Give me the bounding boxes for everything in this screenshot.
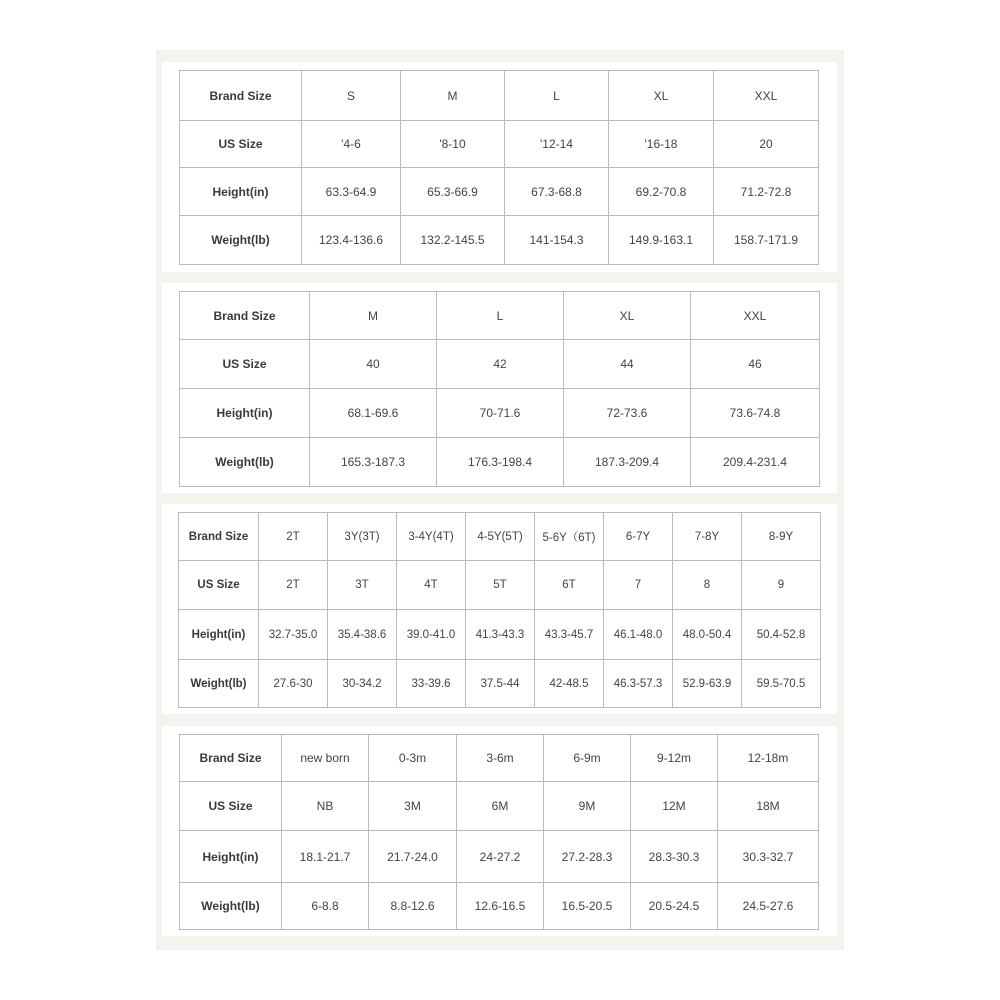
table-cell: 52.9-63.9 bbox=[673, 660, 742, 708]
table-cell: 20 bbox=[714, 121, 819, 168]
table-cell: XL bbox=[564, 292, 691, 340]
row-label: Height(in) bbox=[180, 831, 282, 883]
table-cell: 8.8-12.6 bbox=[369, 883, 457, 930]
us-size-row bbox=[180, 782, 819, 831]
height-row bbox=[179, 610, 821, 660]
table-cell: 6T bbox=[535, 561, 604, 610]
table-cell: 3T bbox=[328, 561, 397, 610]
table-cell: 30-34.2 bbox=[328, 660, 397, 708]
us-size-row bbox=[180, 340, 820, 389]
table-cell: L bbox=[505, 71, 609, 121]
table-cell: 6-8.8 bbox=[282, 883, 369, 930]
row-label: Weight(lb) bbox=[180, 438, 310, 487]
table-cell: 12M bbox=[631, 782, 718, 831]
size-chart-panel-1 bbox=[162, 62, 837, 272]
table-cell: 6-7Y bbox=[604, 513, 673, 561]
table-cell: 35.4-38.6 bbox=[328, 610, 397, 660]
table-cell: 12-18m bbox=[718, 735, 819, 782]
row-label: Brand Size bbox=[180, 735, 282, 782]
table-cell: '4-6 bbox=[302, 121, 401, 168]
table-cell: M bbox=[401, 71, 505, 121]
size-chart-panel-4 bbox=[162, 726, 837, 936]
table-cell: 67.3-68.8 bbox=[505, 168, 609, 215]
table-cell: 2T bbox=[259, 561, 328, 610]
row-label: US Size bbox=[179, 561, 259, 610]
table-cell: 42-48.5 bbox=[535, 660, 604, 708]
table-cell: 7 bbox=[604, 561, 673, 610]
table-cell: 65.3-66.9 bbox=[401, 168, 505, 215]
table-cell: 9-12m bbox=[631, 735, 718, 782]
row-label: Brand Size bbox=[179, 513, 259, 561]
height-row bbox=[180, 831, 819, 883]
table-cell: 46.1-48.0 bbox=[604, 610, 673, 660]
table-cell: 176.3-198.4 bbox=[437, 438, 564, 487]
row-label: US Size bbox=[180, 340, 310, 389]
size-chart-panel-2 bbox=[162, 283, 837, 493]
table-cell: 24-27.2 bbox=[457, 831, 544, 883]
table-cell: 27.2-28.3 bbox=[544, 831, 631, 883]
table-cell: 73.6-74.8 bbox=[691, 389, 820, 438]
height-row bbox=[180, 168, 819, 215]
table-cell: 123.4-136.6 bbox=[302, 215, 401, 264]
table-cell: 71.2-72.8 bbox=[714, 168, 819, 215]
us-size-row bbox=[179, 561, 821, 610]
table-cell: 48.0-50.4 bbox=[673, 610, 742, 660]
size-table-2 bbox=[179, 291, 820, 487]
table-cell: 2T bbox=[259, 513, 328, 561]
table-cell: '12-14 bbox=[505, 121, 609, 168]
table-cell: 4-5Y(5T) bbox=[466, 513, 535, 561]
table-cell: 33-39.6 bbox=[397, 660, 466, 708]
size-table-1 bbox=[179, 70, 819, 265]
brand-size-row bbox=[180, 71, 819, 121]
size-table-4 bbox=[179, 734, 819, 930]
row-label: Height(in) bbox=[180, 389, 310, 438]
table-cell: XXL bbox=[691, 292, 820, 340]
brand-size-row bbox=[180, 292, 820, 340]
table-cell: 30.3-32.7 bbox=[718, 831, 819, 883]
table-cell: 5-6Y（6T) bbox=[535, 513, 604, 561]
table-cell: 44 bbox=[564, 340, 691, 389]
row-label: US Size bbox=[180, 121, 302, 168]
table-cell: 209.4-231.4 bbox=[691, 438, 820, 487]
table-cell: 72-73.6 bbox=[564, 389, 691, 438]
table-cell: 158.7-171.9 bbox=[714, 215, 819, 264]
table-cell: 50.4-52.8 bbox=[742, 610, 821, 660]
table-cell: M bbox=[310, 292, 437, 340]
row-label: Brand Size bbox=[180, 292, 310, 340]
size-table-3 bbox=[178, 512, 821, 708]
weight-row bbox=[179, 660, 821, 708]
table-cell: 46 bbox=[691, 340, 820, 389]
row-label: US Size bbox=[180, 782, 282, 831]
table-cell: 68.1-69.6 bbox=[310, 389, 437, 438]
table-cell: 8 bbox=[673, 561, 742, 610]
table-cell: S bbox=[302, 71, 401, 121]
table-cell: 40 bbox=[310, 340, 437, 389]
table-cell: 37.5-44 bbox=[466, 660, 535, 708]
table-cell: 3-6m bbox=[457, 735, 544, 782]
weight-row bbox=[180, 438, 820, 487]
row-label: Weight(lb) bbox=[179, 660, 259, 708]
table-cell: 149.9-163.1 bbox=[609, 215, 714, 264]
table-cell: 0-3m bbox=[369, 735, 457, 782]
row-label: Brand Size bbox=[180, 71, 302, 121]
height-row bbox=[180, 389, 820, 438]
table-cell: 165.3-187.3 bbox=[310, 438, 437, 487]
table-cell: '16-18 bbox=[609, 121, 714, 168]
size-chart-panel-3 bbox=[162, 504, 837, 714]
table-cell: 4T bbox=[397, 561, 466, 610]
us-size-row bbox=[180, 121, 819, 168]
table-cell: 46.3-57.3 bbox=[604, 660, 673, 708]
table-cell: XL bbox=[609, 71, 714, 121]
table-cell: 20.5-24.5 bbox=[631, 883, 718, 930]
table-cell: 18M bbox=[718, 782, 819, 831]
table-cell: 70-71.6 bbox=[437, 389, 564, 438]
table-cell: 12.6-16.5 bbox=[457, 883, 544, 930]
table-cell: 28.3-30.3 bbox=[631, 831, 718, 883]
weight-row bbox=[180, 215, 819, 264]
table-cell: 18.1-21.7 bbox=[282, 831, 369, 883]
brand-size-row bbox=[180, 735, 819, 782]
brand-size-row bbox=[179, 513, 821, 561]
table-cell: 141-154.3 bbox=[505, 215, 609, 264]
table-cell: 63.3-64.9 bbox=[302, 168, 401, 215]
table-cell: 27.6-30 bbox=[259, 660, 328, 708]
table-cell: 187.3-209.4 bbox=[564, 438, 691, 487]
table-cell: L bbox=[437, 292, 564, 340]
table-cell: 59.5-70.5 bbox=[742, 660, 821, 708]
row-label: Height(in) bbox=[179, 610, 259, 660]
table-cell: 39.0-41.0 bbox=[397, 610, 466, 660]
table-cell: 24.5-27.6 bbox=[718, 883, 819, 930]
table-cell: new born bbox=[282, 735, 369, 782]
table-cell: 41.3-43.3 bbox=[466, 610, 535, 660]
row-label: Height(in) bbox=[180, 168, 302, 215]
table-cell: 6-9m bbox=[544, 735, 631, 782]
table-cell: 69.2-70.8 bbox=[609, 168, 714, 215]
table-cell: 3M bbox=[369, 782, 457, 831]
table-cell: 3-4Y(4T) bbox=[397, 513, 466, 561]
table-cell: 5T bbox=[466, 561, 535, 610]
table-cell: 21.7-24.0 bbox=[369, 831, 457, 883]
table-cell: 132.2-145.5 bbox=[401, 215, 505, 264]
row-label: Weight(lb) bbox=[180, 883, 282, 930]
table-cell: '8-10 bbox=[401, 121, 505, 168]
table-cell: 9M bbox=[544, 782, 631, 831]
table-cell: 43.3-45.7 bbox=[535, 610, 604, 660]
table-cell: 6M bbox=[457, 782, 544, 831]
table-cell: 3Y(3T) bbox=[328, 513, 397, 561]
table-cell: 32.7-35.0 bbox=[259, 610, 328, 660]
table-cell: XXL bbox=[714, 71, 819, 121]
table-cell: NB bbox=[282, 782, 369, 831]
table-cell: 8-9Y bbox=[742, 513, 821, 561]
table-cell: 7-8Y bbox=[673, 513, 742, 561]
weight-row bbox=[180, 883, 819, 930]
table-cell: 42 bbox=[437, 340, 564, 389]
row-label: Weight(lb) bbox=[180, 215, 302, 264]
table-cell: 16.5-20.5 bbox=[544, 883, 631, 930]
table-cell: 9 bbox=[742, 561, 821, 610]
